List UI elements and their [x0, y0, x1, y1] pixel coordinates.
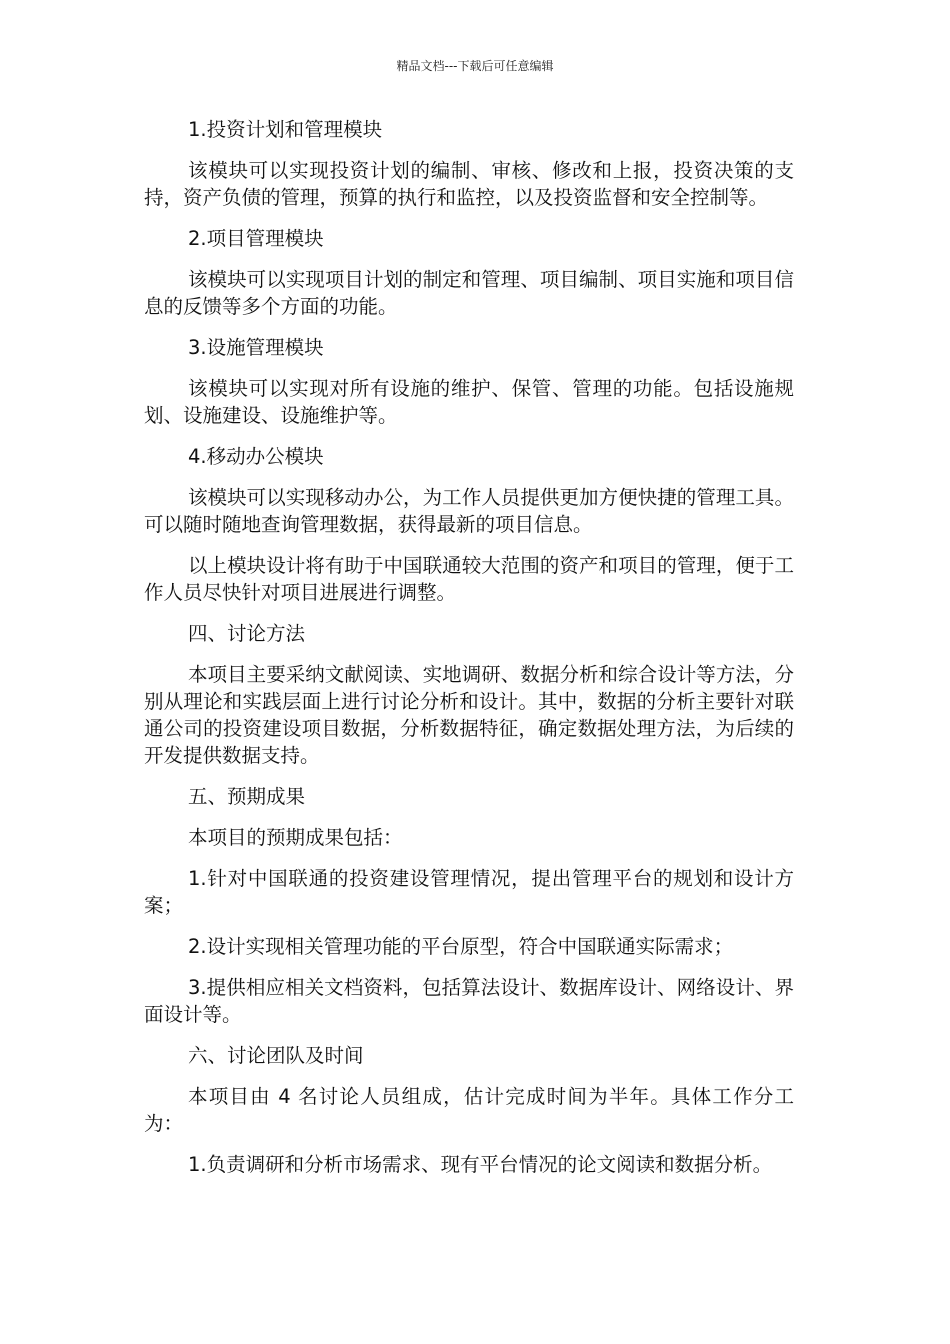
paragraph-facility-module: 该模块可以实现对所有设施的维护、保管、管理的功能。包括设施规划、设施建设、设施维护等。	[144, 377, 794, 427]
paragraph-project-module: 该模块可以实现项目计划的制定和管理、项目编制、项目实施和项目信息的反馈等多个方面的功能。	[144, 268, 794, 318]
document-body	[144, 116, 794, 1192]
list-item-result-1: 1.针对中国联通的投资建设管理情况，提出管理平台的规划和设计方案；	[144, 867, 794, 917]
list-item-result-2: 2.设计实现相关管理功能的平台原型，符合中国联通实际需求；	[188, 935, 734, 958]
paragraph-module-summary: 以上模块设计将有助于中国联通较大范围的资产和项目的管理，便于工作人员尽快针对项目进展进行调整。	[144, 554, 794, 604]
heading-expected-results: 五、预期成果	[188, 785, 306, 808]
heading-facility-module: 3.设施管理模块	[188, 336, 324, 359]
paragraph-investment-module: 该模块可以实现投资计划的编制、审核、修改和上报，投资决策的支持，资产负债的管理，预算的执行和监控，以及投资监督和安全控制等。	[144, 159, 794, 209]
page-header: 精品文档---下载后可任意编辑	[396, 59, 554, 73]
heading-team-time: 六、讨论团队及时间	[188, 1044, 364, 1067]
list-item-result-3: 3.提供相应相关文档资料，包括算法设计、数据库设计、网络设计、界面设计等。	[144, 976, 794, 1026]
paragraph-team-time: 本项目由 4 名讨论人员组成，估计完成时间为半年。具体工作分工为：	[144, 1085, 794, 1135]
heading-project-module: 2.项目管理模块	[188, 227, 324, 250]
paragraph-expected-intro: 本项目的预期成果包括：	[188, 826, 403, 849]
heading-mobile-module: 4.移动办公模块	[188, 445, 324, 468]
list-item-work-1: 1.负责调研和分析市场需求、现有平台情况的论文阅读和数据分析。	[188, 1153, 773, 1176]
heading-investment-module: 1.投资计划和管理模块	[188, 118, 383, 141]
heading-methods: 四、讨论方法	[188, 622, 306, 645]
paragraph-methods: 本项目主要采纳文献阅读、实地调研、数据分析和综合设计等方法，分别从理论和实践层面上进行讨论分析和设计。其中，数据的分析主要针对联通公司的投资建设项目数据，分析数据特征，确定数据处理方法，为后续的开发提供数据支持。	[144, 663, 794, 767]
paragraph-mobile-module: 该模块可以实现移动办公，为工作人员提供更加方便快捷的管理工具。可以随时随地查询管理数据，获得最新的项目信息。	[144, 486, 794, 536]
